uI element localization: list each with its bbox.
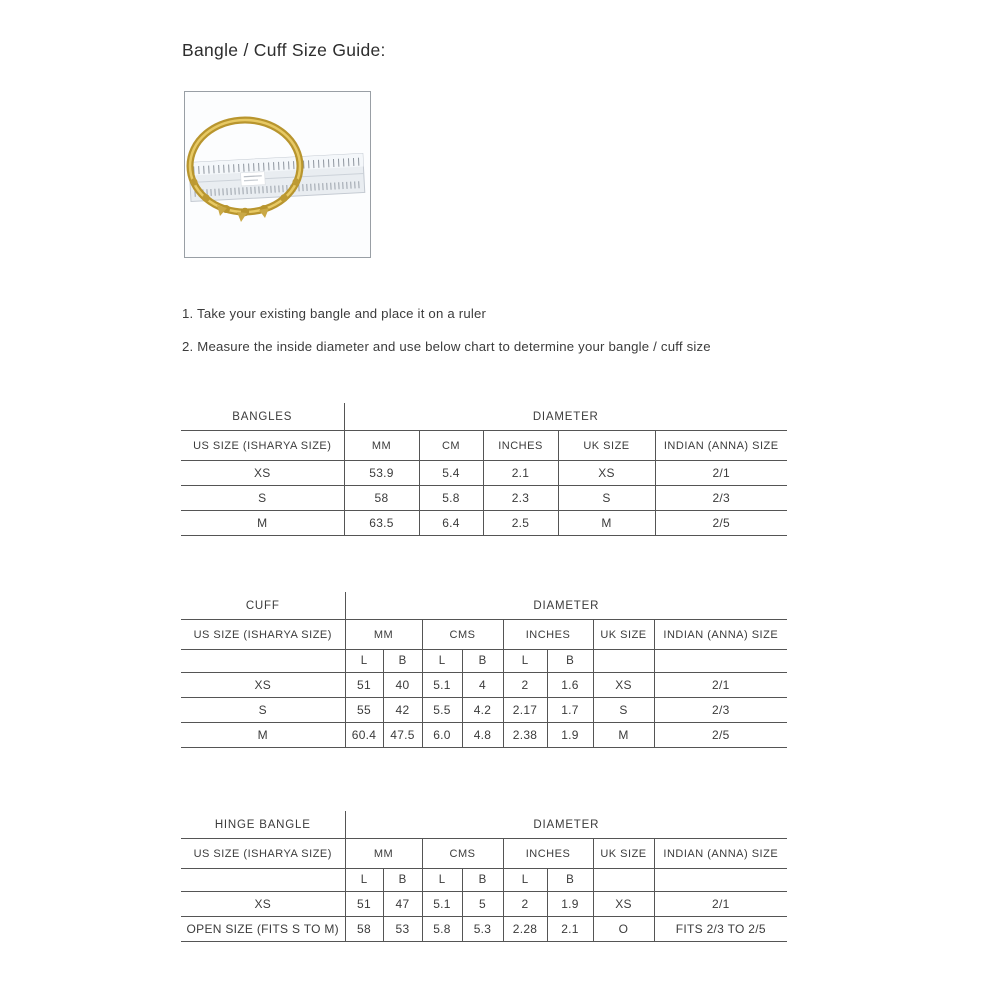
page-title: Bangle / Cuff Size Guide: <box>182 40 386 60</box>
table-row <box>181 917 787 942</box>
table-cell: 5.1 <box>422 673 462 698</box>
table-cell: 51 <box>345 892 383 917</box>
table-cell: 5.5 <box>422 698 462 723</box>
table-cell: 2/5 <box>654 723 787 748</box>
empty-cell <box>593 869 654 892</box>
table-cell: 1.9 <box>547 892 593 917</box>
table-cell: 47 <box>383 892 422 917</box>
column-header: MM <box>344 431 419 461</box>
column-header: US SIZE (ISHARYA SIZE) <box>181 431 344 461</box>
table-cell: 58 <box>345 917 383 942</box>
table-cell: 2.1 <box>483 461 558 486</box>
table-row <box>181 511 787 536</box>
table-cell: S <box>558 486 655 511</box>
subcolumn-header: L <box>345 869 383 892</box>
table-cell: 42 <box>383 698 422 723</box>
empty-cell <box>654 650 787 673</box>
table-title: BANGLES <box>181 403 344 431</box>
ruler-graphic <box>189 153 365 201</box>
column-header: US SIZE (ISHARYA SIZE) <box>181 620 345 650</box>
subcolumn-header: L <box>345 650 383 673</box>
subcolumn-header: L <box>422 650 462 673</box>
table-cell: 5 <box>462 892 503 917</box>
table-cell: XS <box>593 673 654 698</box>
table-title: HINGE BANGLE <box>181 811 345 839</box>
column-header: INDIAN (ANNA) SIZE <box>654 839 787 869</box>
column-header: UK SIZE <box>593 620 654 650</box>
table-cell: 5.4 <box>419 461 483 486</box>
table-cell: 2 <box>503 892 547 917</box>
table-cell: 2/3 <box>654 698 787 723</box>
empty-cell <box>181 869 345 892</box>
column-header-row <box>181 431 787 461</box>
column-header-row <box>181 620 787 650</box>
table-cell: 53 <box>383 917 422 942</box>
table-cell: 40 <box>383 673 422 698</box>
empty-cell <box>181 650 345 673</box>
group-header-diameter: DIAMETER <box>344 403 787 431</box>
table-cell: OPEN SIZE (FITS S TO M) <box>181 917 345 942</box>
table-cell: 5.1 <box>422 892 462 917</box>
table-row <box>181 486 787 511</box>
column-header: CMS <box>422 620 503 650</box>
subcolumn-header: L <box>503 869 547 892</box>
table-cell: M <box>593 723 654 748</box>
instruction-step-1: 1. Take your existing bangle and place it on a ruler <box>182 306 487 321</box>
column-header: MM <box>345 839 422 869</box>
table-cell: 2.38 <box>503 723 547 748</box>
table-cell: 5.8 <box>422 917 462 942</box>
table-cell: XS <box>181 673 345 698</box>
table-cell: 47.5 <box>383 723 422 748</box>
column-header: INCHES <box>503 620 593 650</box>
table-cell: 2.17 <box>503 698 547 723</box>
table-cell: S <box>593 698 654 723</box>
table-cell: M <box>558 511 655 536</box>
group-header-diameter: DIAMETER <box>345 592 787 620</box>
subcolumn-header: L <box>503 650 547 673</box>
table-cell: 1.7 <box>547 698 593 723</box>
column-header: INCHES <box>483 431 558 461</box>
subcolumn-header: B <box>383 650 422 673</box>
table-cell: 5.8 <box>419 486 483 511</box>
table-cell: 2.3 <box>483 486 558 511</box>
table-cell: 2/1 <box>654 892 787 917</box>
table-cell: 2/1 <box>655 461 787 486</box>
column-header: INDIAN (ANNA) SIZE <box>654 620 787 650</box>
subcolumn-header-row <box>181 650 787 673</box>
table-cell: S <box>181 486 344 511</box>
subcolumn-header: B <box>462 869 503 892</box>
subcolumn-header: B <box>383 869 422 892</box>
table-title: CUFF <box>181 592 345 620</box>
table-cell: XS <box>181 461 344 486</box>
table-title-row <box>181 592 787 620</box>
column-header: CM <box>419 431 483 461</box>
table-cell: 60.4 <box>345 723 383 748</box>
cuff-size-table <box>181 592 787 748</box>
table-cell: 6.0 <box>422 723 462 748</box>
table-cell: XS <box>558 461 655 486</box>
bangle-ruler-graphic <box>185 92 370 257</box>
subcolumn-header-row <box>181 869 787 892</box>
table-cell: XS <box>181 892 345 917</box>
table-cell: 53.9 <box>344 461 419 486</box>
table-title-row <box>181 811 787 839</box>
bangles-size-table <box>181 403 787 536</box>
table-cell: 58 <box>344 486 419 511</box>
table-cell: 2/1 <box>654 673 787 698</box>
subcolumn-header: B <box>462 650 503 673</box>
table-cell: 63.5 <box>344 511 419 536</box>
bangle-ruler-photo <box>184 91 371 258</box>
table-row <box>181 723 787 748</box>
table-cell: 4 <box>462 673 503 698</box>
table-row <box>181 461 787 486</box>
empty-cell <box>654 869 787 892</box>
table-row <box>181 673 787 698</box>
column-header: INDIAN (ANNA) SIZE <box>655 431 787 461</box>
table-cell: 6.4 <box>419 511 483 536</box>
table-cell: 2.5 <box>483 511 558 536</box>
table-cell: M <box>181 723 345 748</box>
table-cell: 51 <box>345 673 383 698</box>
table-title-row <box>181 403 787 431</box>
subcolumn-header: B <box>547 650 593 673</box>
table-cell: M <box>181 511 344 536</box>
table-cell: 2.28 <box>503 917 547 942</box>
table-cell: 1.6 <box>547 673 593 698</box>
table-cell: O <box>593 917 654 942</box>
table-cell: 4.8 <box>462 723 503 748</box>
table-cell: 2.1 <box>547 917 593 942</box>
table-cell: S <box>181 698 345 723</box>
table-cell: 2 <box>503 673 547 698</box>
column-header-row <box>181 839 787 869</box>
column-header: UK SIZE <box>558 431 655 461</box>
table-cell: 1.9 <box>547 723 593 748</box>
column-header: UK SIZE <box>593 839 654 869</box>
table-cell: 2/5 <box>655 511 787 536</box>
table-row <box>181 698 787 723</box>
table-cell: 4.2 <box>462 698 503 723</box>
table-cell: FITS 2/3 TO 2/5 <box>654 917 787 942</box>
table-cell: 55 <box>345 698 383 723</box>
column-header: CMS <box>422 839 503 869</box>
table-cell: 2/3 <box>655 486 787 511</box>
subcolumn-header: B <box>547 869 593 892</box>
table-cell: 5.3 <box>462 917 503 942</box>
column-header: INCHES <box>503 839 593 869</box>
table-row <box>181 892 787 917</box>
group-header-diameter: DIAMETER <box>345 811 787 839</box>
column-header: MM <box>345 620 422 650</box>
empty-cell <box>593 650 654 673</box>
table-cell: XS <box>593 892 654 917</box>
instruction-step-2: 2. Measure the inside diameter and use below chart to determine your bangle / cuff size <box>182 339 711 354</box>
subcolumn-header: L <box>422 869 462 892</box>
hinge-bangle-size-table <box>181 811 787 942</box>
column-header: US SIZE (ISHARYA SIZE) <box>181 839 345 869</box>
